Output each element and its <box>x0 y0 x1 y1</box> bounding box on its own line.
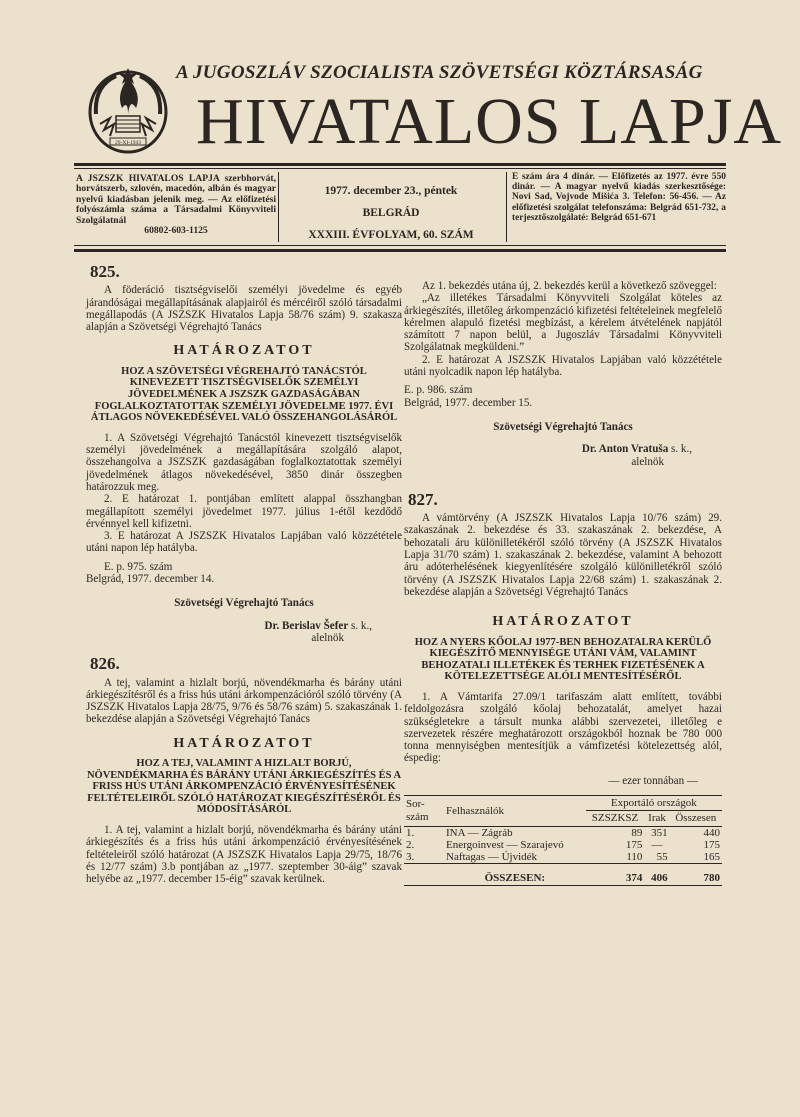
section-826-p1: 1. A tej, valamint a hizlalt borjú, növendékmarha és bárány utáni árkiegészítés és a friss hús utáni árkompenzáció érvényesítésének feltételeiről szóló határozat (A JSZSZK Hivatalos Lapja 29/75, 18/76 és 12/77 szám) 3.b pontjában az „1977. szeptember 30-áig” szavak helyébe az „1977. december 15-éig” szavak kerülnek. <box>86 823 402 886</box>
section-826-quote: „Az illetékes Társadalmi Könyvviteli Szolgálat köteles az árkiegészítés, illetőleg árkompenzáció kifizetési feltételeinek megfelelő kérelmen alapuló fizetési megbízást, a kérelem átvételének napjától számított 7 napon belül, a Jugoszláv Társadalmi Könyvviteli Szolgálatnak megküldeni.” <box>404 292 722 354</box>
header-price-info: E szám ára 4 dinár. — Előfizetés az 1977. évre 550 dinár. — A magyar nyelvű kiadás szerkesztősége: Novi Sad, Vojvode Mišića 3. Telefon: 56-456. — Az előfizetési szolgálat telefonszáma: Belgrád 651-732, a terjesztőszolgálaté: Belgrád 651-671 <box>512 172 726 223</box>
total-irak: 406 <box>651 872 668 885</box>
row-value-total: 175 <box>703 838 720 851</box>
table-row <box>404 826 722 839</box>
header-rule-bottom-thin <box>74 245 726 246</box>
section-826-heading: HATÁROZATOT <box>173 735 315 751</box>
section-825-ref: E. p. 975. szám <box>104 560 173 573</box>
header-divider-left <box>278 172 279 242</box>
col-header-group: Exportáló országok <box>586 795 722 810</box>
row-value-szszksz: 89 <box>631 826 643 839</box>
header-subscription-info <box>76 174 276 236</box>
section-826-signature <box>404 443 722 468</box>
issue-date: 1977. december 23., péntek <box>324 185 458 197</box>
row-user: INA — Zágráb <box>446 826 513 839</box>
section-825-p3: 3. E határozat A JSZSZK Hivatalos Lapjában való közzététele utáni napon lép hatályba. <box>86 530 402 555</box>
row-number: 3. <box>406 851 415 864</box>
total-osszesen: 780 <box>703 872 720 885</box>
section-825-p2: 2. E határozat 1. pontjában említett alappal összhangban megállapított személyi jövedelmet 1977. július 1-étől kezdődő érvénnyel kell kifizetni. <box>86 493 402 530</box>
header-left-text: A JSZSZK HIVATALOS LAPJA szerbhorvát, horvátszerb, szlovén, macedón, albán és magyar nyelvű kiadásban jelenik meg. — Az előfizetési folyószámla száma a Társadalmi Könyvviteli Szolgálatnál <box>76 173 276 226</box>
header-account-number: 60802-603-1125 <box>144 225 208 237</box>
emblem-date: 29-XI-1943 <box>115 140 141 146</box>
row-value-irak: 351 <box>651 826 668 839</box>
section-825-subtitle: HOZ A SZÖVETSÉGI VÉGREHAJTÓ TANÁCSTÓL KINEVEZETT TISZTSÉGVISELŐK SZEMÉLYI JÖVEDELMÉNEK A JSZSZK GAZDASÁGÁBAN FOGLALKOZTATOTTAK SZEMÉLYI JÖVEDELME 1977. ÉVI ÁTLAGOS NÖVEKEDÉSÉVEL VALÓ ÖSSZEHANGOLÁSÁRÓL <box>90 365 398 424</box>
section-826-p3: 2. E határozat A JSZSZK Hivatalos Lapjában való közzététele utáni nyolcadik napon lép hatályba. <box>404 353 722 379</box>
col-header-user: Felhasználók <box>446 804 505 817</box>
section-825-role: alelnök <box>311 631 344 644</box>
section-826-place-date: Belgrád, 1977. december 15. <box>404 396 533 409</box>
row-value-szszksz: 175 <box>625 838 643 851</box>
col-header-szszksz: SZSZKSZ <box>591 812 639 825</box>
col-header-irak: Irak <box>648 812 666 825</box>
row-number: 1. <box>406 826 415 839</box>
oil-import-table <box>404 795 722 886</box>
section-826-org: Szövetségi Végrehajtó Tanács <box>493 420 633 433</box>
col-header-osszesen: Összesen <box>675 812 717 825</box>
table-row <box>404 839 722 851</box>
section-826-ref: E. p. 986. szám <box>404 384 473 397</box>
issue-city: BELGRÁD <box>362 207 420 219</box>
row-value-irak: — <box>651 838 663 851</box>
section-825-number: 825. <box>90 262 120 281</box>
section-826-p2: Az 1. bekezdés utána új, 2. bekezdés kerül a következő szöveggel: <box>422 280 717 292</box>
masthead-rule-top-thin <box>74 168 726 169</box>
section-827-intro: A vámtörvény (A JSZSZK Hivatalos Lapja 10/76 szám) 29. szakaszának 2. bekezdése és 33. szakaszának 2. bekezdése, A behozatali áru különilletékéről szóló törvény (A JSZSZK Hivatalos Lapja 31/70 szám) 1. szakaszának 2. bekezdése, valamint A behozott áru adóterhelésének kiegyenlítésére szolgáló különilletékről szóló törvény (A JSZSZK Hivatalos Lapja 22/68 szám) 1. szakaszának 2. bekezdése alapján a Szövetségi Végrehajtó Tanács <box>404 512 722 598</box>
row-value-total: 440 <box>703 826 720 839</box>
section-825-signature <box>86 620 402 645</box>
masthead-title: HIVATALOS LAPJA <box>196 85 783 158</box>
masthead-super-title: A JUGOSZLÁV SZOCIALISTA SZÖVETSÉGI KÖZTÁRSASÁG <box>176 62 703 83</box>
column-right <box>404 260 722 886</box>
section-825-heading: HATÁROZATOT <box>173 343 315 359</box>
table-unit-label: — ezer tonnában — <box>608 774 698 787</box>
section-825-intro: A föderáció tisztségviselői személyi jövedelme és egyéb járandóságai megállapításának alapjairól és mércéiről szóló társadalmi megállapodás (A JSZSZK Hivatalos Lapja 58/76 szám) 9. szakasza alapján a Szövetségi Végrehajtó Tanács <box>86 284 402 334</box>
col-header-sor: Sor- <box>406 798 425 811</box>
table-row <box>404 851 722 864</box>
row-value-szszksz: 110 <box>626 851 643 864</box>
section-826-signer: Dr. Anton Vratuša <box>581 443 669 456</box>
state-emblem-icon <box>86 64 170 156</box>
issue-volume: XXXIII. ÉVFOLYAM, 60. SZÁM <box>308 229 474 241</box>
row-user: Naftagas — Újvidék <box>446 851 538 864</box>
section-826-number: 826. <box>90 654 120 674</box>
table-total-row <box>404 864 722 885</box>
section-825-p1: 1. A Szövetségi Végrehajtó Tanácstól kinevezett tisztségviselők személyi jövedelmének a megállapítására szolgáló alapot, összehangolva a JSZSZK gazdaságában foglalkoztatottak személyi jövedelmének átlagos növekedésével, 3850 dinár összegben határozzuk meg. <box>86 431 402 493</box>
row-value-irak: 55 <box>656 851 668 864</box>
section-825-signer-suffix: s. k., <box>351 619 372 632</box>
col-header-szam: szám <box>406 810 429 823</box>
row-user: Energoinvest — Szarajevó <box>446 838 564 851</box>
section-825-place-date: Belgrád, 1977. december 14. <box>86 573 215 586</box>
section-827-p1: 1. A Vámtarifa 27.09/1 tarifaszám alatt említett, további feldolgozásra szolgáló kőolaj behozatalát, amelyet hazai szükségletekre a társult munka alábbi szervezetei, illetőleg e szervezetek részére meghatározott országokból hoznak be 780 000 tonna mennyiségben mentesítjük a vámfizetési kötelezettség alól, éspedig: <box>404 690 722 765</box>
row-value-total: 165 <box>703 851 720 864</box>
section-827-subtitle: HOZ A NYERS KŐOLAJ 1977-BEN BEHOZATALRA KERÜLŐ KIEGÉSZÍTŐ MENNYISÉGE UTÁNI VÁM, VALAMINT BEHOZATALI ILLETÉKEK ÉS TERHEK FIZETÉSÉNEK A KÖTELEZETTSÉGE ALÓLI MENTESÍTÉSÉRŐL <box>414 636 712 683</box>
section-827-heading: HATÁROZATOT <box>492 614 634 630</box>
masthead-rule-top <box>74 163 726 166</box>
section-827-number: 827. <box>408 489 438 509</box>
total-szszksz: 374 <box>625 872 643 885</box>
total-label: ÖSSZESEN: <box>484 872 546 885</box>
section-826-role: alelnök <box>631 455 664 468</box>
section-825-signer: Dr. Berislav Šefer <box>264 619 349 632</box>
header-rule-bottom <box>74 249 726 252</box>
section-826-intro: A tej, valamint a hizlalt borjú, növendékmarha és bárány utáni árkiegészítésről és a friss hús utáni árkompenzációról szóló törvény (A JSZSZK Hivatalos Lapja 28/75, 9/76 és 58/76 szám) 5. szakaszának 1. bekezdése alapján a Szövetségi Végrehajtó Tanács <box>86 676 402 726</box>
header-issue-info <box>282 180 500 246</box>
column-left <box>86 260 402 885</box>
header-divider-right <box>506 172 507 242</box>
row-number: 2. <box>406 838 415 851</box>
section-826-subtitle: HOZ A TEJ, VALAMINT A HIZLALT BORJÚ, NÖVENDÉKMARHA ÉS BÁRÁNY UTÁNI ÁRKIEGÉSZÍTÉS ÉS A FRISS HÚS UTÁNI ÁRKOMPENZÁCIÓ ÉRVÉNYESÍTÉSÉNEK FELTÉTELEIRŐL SZÓLÓ HATÁROZAT KIEGÉSZÍTÉSÉRŐL ÉS MÓDOSÍTÁSÁRÓL <box>86 757 402 816</box>
col-header-rowno <box>404 795 444 826</box>
section-825-org: Szövetségi Végrehajtó Tanács <box>174 597 314 610</box>
section-826-signer-suffix: s. k., <box>671 443 692 456</box>
